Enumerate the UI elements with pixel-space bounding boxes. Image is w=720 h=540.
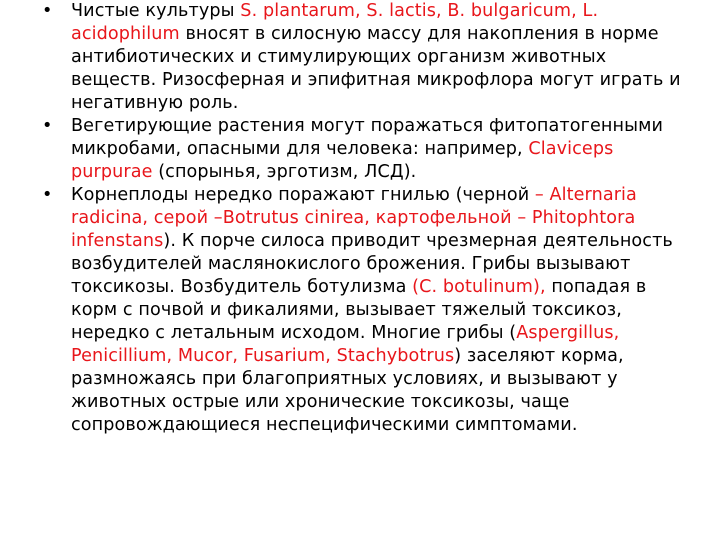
species-highlight: – Alternaria radicina, серой –Botrutus cinirea, картофельной – Phitophtora infenstans: [71, 185, 637, 251]
bullet-2-text: [71, 116, 663, 182]
bullet-list: [42, 0, 692, 437]
species-highlight: Aspergillus, Penicillium, Mucor, Fusarium, Stachybotrus: [71, 323, 620, 366]
text-segment: ). К порче силоса приводит чрезмерная деятельность возбудителей маслянокислого брожения. Грибы вызывают токсикозы. Возбудитель ботулизма: [71, 231, 673, 297]
text-segment: Корнеплоды нередко поражают гнилью (черной: [71, 185, 535, 205]
bullet-dot: •: [42, 116, 53, 136]
text-segment: Вегетирующие растения могут поражаться фитопатогенными микробами, опасными для человека: например,: [71, 116, 663, 159]
bullet-dot: •: [42, 185, 53, 205]
text-segment: вносят в силосную массу для накопления в норме антибиотических и стимулирующих организм животных веществ. Ризосферная и эпифитная микрофлора могут играть и негативную роль.: [71, 24, 681, 113]
bullet-dot: •: [42, 1, 53, 21]
bullet-item: [42, 184, 692, 437]
species-highlight: (C. botulinum),: [412, 277, 546, 297]
text-segment: Чистые культуры: [71, 1, 241, 21]
species-highlight: Claviceps purpurae: [71, 139, 614, 182]
text-segment: (спорынья, эрготизм, ЛСД).: [152, 162, 417, 182]
bullet-item: [42, 115, 692, 184]
text-segment: ) заселяют корма, размножаясь при благоприятных условиях, и вызывают у животных острые или хронические токсикозы, чаще сопровождающиеся неспецифическими симптомами.: [71, 346, 624, 435]
text-segment: попадая в корм с почвой и фикалиями, вызывает тяжелый токсикоз, нередко с летальным исходом. Многие грибы (: [71, 277, 647, 343]
bullet-1-text: [71, 1, 681, 113]
bullet-item: [42, 0, 692, 115]
species-highlight: S. plantarum, S. lactis, B. bulgaricum, L. acidophilum: [71, 1, 599, 44]
bullet-3-text: [71, 185, 673, 435]
